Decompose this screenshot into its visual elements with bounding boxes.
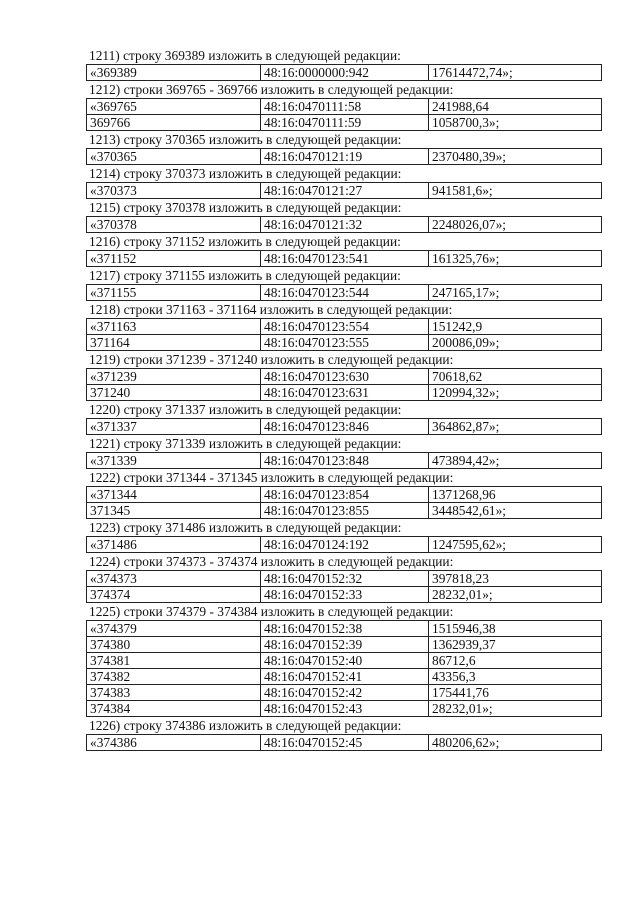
row-number-cell: «374379 bbox=[87, 621, 261, 637]
table-row bbox=[87, 335, 602, 351]
cadastral-number-cell: 48:16:0470123:544 bbox=[261, 285, 429, 301]
table-row bbox=[87, 183, 602, 199]
row-number-cell: 374381 bbox=[87, 653, 261, 669]
row-number-cell: «371486 bbox=[87, 537, 261, 553]
value-cell: 3448542,61»; bbox=[429, 503, 602, 519]
section-heading: 1213) строку 370365 изложить в следующей редакции: bbox=[89, 132, 402, 147]
table-row bbox=[87, 419, 602, 435]
cadastral-number-cell: 48:16:0470123:554 bbox=[261, 319, 429, 335]
table-row bbox=[87, 99, 602, 115]
value-cell: 2248026,07»; bbox=[429, 217, 602, 233]
value-cell: 43356,3 bbox=[429, 669, 602, 685]
table-row bbox=[87, 65, 602, 81]
value-cell: 1058700,3»; bbox=[429, 115, 602, 131]
row-number-cell: 371164 bbox=[87, 335, 261, 351]
section-heading: 1216) строку 371152 изложить в следующей редакции: bbox=[89, 234, 401, 249]
section-table bbox=[86, 284, 602, 301]
row-number-cell: 374374 bbox=[87, 587, 261, 603]
cadastral-number-cell: 48:16:0470123:555 bbox=[261, 335, 429, 351]
value-cell: 161325,76»; bbox=[429, 251, 602, 267]
section-heading: 1221) строку 371339 изложить в следующей редакции: bbox=[89, 436, 402, 451]
section-table bbox=[86, 452, 602, 469]
cadastral-number-cell: 48:16:0470111:58 bbox=[261, 99, 429, 115]
row-number-cell: 374383 bbox=[87, 685, 261, 701]
row-number-cell: «371155 bbox=[87, 285, 261, 301]
cadastral-number-cell: 48:16:0470123:630 bbox=[261, 369, 429, 385]
table-row bbox=[87, 385, 602, 401]
row-number-cell: «369765 bbox=[87, 99, 261, 115]
cadastral-number-cell: 48:16:0470152:33 bbox=[261, 587, 429, 603]
section-table bbox=[86, 98, 602, 131]
row-number-cell: «370378 bbox=[87, 217, 261, 233]
section-heading: 1215) строку 370378 изложить в следующей редакции: bbox=[89, 200, 402, 215]
value-cell: 28232,01»; bbox=[429, 701, 602, 717]
value-cell: 120994,32»; bbox=[429, 385, 602, 401]
section-table bbox=[86, 318, 602, 351]
section-table bbox=[86, 148, 602, 165]
row-number-cell: «371339 bbox=[87, 453, 261, 469]
cadastral-number-cell: 48:16:0470121:27 bbox=[261, 183, 429, 199]
table-row bbox=[87, 319, 602, 335]
cadastral-number-cell: 48:16:0470121:19 bbox=[261, 149, 429, 165]
section-heading: 1224) строки 374373 - 374374 изложить в следующей редакции: bbox=[89, 554, 454, 569]
document-page bbox=[86, 47, 601, 751]
table-row bbox=[87, 735, 602, 751]
table-row bbox=[87, 653, 602, 669]
cadastral-number-cell: 48:16:0000000:942 bbox=[261, 65, 429, 81]
table-row bbox=[87, 621, 602, 637]
section-heading: 1226) строку 374386 изложить в следующей редакции: bbox=[89, 718, 402, 733]
cadastral-number-cell: 48:16:0470123:631 bbox=[261, 385, 429, 401]
section-heading: 1211) строку 369389 изложить в следующей редакции: bbox=[89, 48, 401, 63]
cadastral-number-cell: 48:16:0470152:43 bbox=[261, 701, 429, 717]
section-heading: 1225) строки 374379 - 374384 изложить в следующей редакции: bbox=[89, 604, 454, 619]
cadastral-number-cell: 48:16:0470152:38 bbox=[261, 621, 429, 637]
row-number-cell: «369389 bbox=[87, 65, 261, 81]
table-row bbox=[87, 637, 602, 653]
value-cell: 364862,87»; bbox=[429, 419, 602, 435]
section-table bbox=[86, 182, 602, 199]
value-cell: 175441,76 bbox=[429, 685, 602, 701]
cadastral-number-cell: 48:16:0470123:855 bbox=[261, 503, 429, 519]
cadastral-number-cell: 48:16:0470152:41 bbox=[261, 669, 429, 685]
cadastral-number-cell: 48:16:0470123:846 bbox=[261, 419, 429, 435]
row-number-cell: «371344 bbox=[87, 487, 261, 503]
cadastral-number-cell: 48:16:0470111:59 bbox=[261, 115, 429, 131]
table-row bbox=[87, 685, 602, 701]
value-cell: 941581,6»; bbox=[429, 183, 602, 199]
value-cell: 1362939,37 bbox=[429, 637, 602, 653]
row-number-cell: 374380 bbox=[87, 637, 261, 653]
row-number-cell: «370365 bbox=[87, 149, 261, 165]
value-cell: 86712,6 bbox=[429, 653, 602, 669]
table-row bbox=[87, 251, 602, 267]
value-cell: 241988,64 bbox=[429, 99, 602, 115]
cadastral-number-cell: 48:16:0470152:32 bbox=[261, 571, 429, 587]
table-row bbox=[87, 149, 602, 165]
value-cell: 247165,17»; bbox=[429, 285, 602, 301]
table-row bbox=[87, 487, 602, 503]
row-number-cell: 374384 bbox=[87, 701, 261, 717]
row-number-cell: «371239 bbox=[87, 369, 261, 385]
value-cell: 17614472,74»; bbox=[429, 65, 602, 81]
row-number-cell: 374382 bbox=[87, 669, 261, 685]
section-heading: 1214) строку 370373 изложить в следующей редакции: bbox=[89, 166, 402, 181]
cadastral-number-cell: 48:16:0470123:854 bbox=[261, 487, 429, 503]
section-table bbox=[86, 216, 602, 233]
value-cell: 480206,62»; bbox=[429, 735, 602, 751]
section-heading: 1222) строки 371344 - 371345 изложить в следующей редакции: bbox=[89, 470, 454, 485]
cadastral-number-cell: 48:16:0470152:39 bbox=[261, 637, 429, 653]
cadastral-number-cell: 48:16:0470121:32 bbox=[261, 217, 429, 233]
section-heading: 1218) строки 371163 - 371164 изложить в следующей редакции: bbox=[89, 302, 453, 317]
row-number-cell: «374373 bbox=[87, 571, 261, 587]
table-row bbox=[87, 701, 602, 717]
table-row bbox=[87, 285, 602, 301]
table-row bbox=[87, 217, 602, 233]
section-heading: 1219) строки 371239 - 371240 изложить в следующей редакции: bbox=[89, 352, 454, 367]
section-table bbox=[86, 250, 602, 267]
table-row bbox=[87, 587, 602, 603]
value-cell: 1247595,62»; bbox=[429, 537, 602, 553]
value-cell: 200086,09»; bbox=[429, 335, 602, 351]
value-cell: 70618,62 bbox=[429, 369, 602, 385]
section-table bbox=[86, 570, 602, 603]
cadastral-number-cell: 48:16:0470124:192 bbox=[261, 537, 429, 553]
cadastral-number-cell: 48:16:0470152:45 bbox=[261, 735, 429, 751]
value-cell: 397818,23 bbox=[429, 571, 602, 587]
section-heading: 1212) строки 369765 - 369766 изложить в следующей редакции: bbox=[89, 82, 454, 97]
table-row bbox=[87, 115, 602, 131]
row-number-cell: «371337 bbox=[87, 419, 261, 435]
value-cell: 473894,42»; bbox=[429, 453, 602, 469]
section-table bbox=[86, 536, 602, 553]
section-table bbox=[86, 418, 602, 435]
table-row bbox=[87, 571, 602, 587]
value-cell: 151242,9 bbox=[429, 319, 602, 335]
row-number-cell: 369766 bbox=[87, 115, 261, 131]
table-row bbox=[87, 369, 602, 385]
value-cell: 1371268,96 bbox=[429, 487, 602, 503]
table-row bbox=[87, 669, 602, 685]
section-heading: 1217) строку 371155 изложить в следующей редакции: bbox=[89, 268, 401, 283]
table-row bbox=[87, 537, 602, 553]
row-number-cell: 371345 bbox=[87, 503, 261, 519]
cadastral-number-cell: 48:16:0470152:40 bbox=[261, 653, 429, 669]
cadastral-number-cell: 48:16:0470123:541 bbox=[261, 251, 429, 267]
row-number-cell: «370373 bbox=[87, 183, 261, 199]
value-cell: 28232,01»; bbox=[429, 587, 602, 603]
table-row bbox=[87, 453, 602, 469]
section-table bbox=[86, 368, 602, 401]
row-number-cell: 371240 bbox=[87, 385, 261, 401]
section-table bbox=[86, 486, 602, 519]
section-heading: 1223) строку 371486 изложить в следующей редакции: bbox=[89, 520, 402, 535]
value-cell: 2370480,39»; bbox=[429, 149, 602, 165]
section-table bbox=[86, 734, 602, 751]
section-heading: 1220) строку 371337 изложить в следующей редакции: bbox=[89, 402, 402, 417]
value-cell: 1515946,38 bbox=[429, 621, 602, 637]
row-number-cell: «371163 bbox=[87, 319, 261, 335]
cadastral-number-cell: 48:16:0470123:848 bbox=[261, 453, 429, 469]
row-number-cell: «374386 bbox=[87, 735, 261, 751]
section-table bbox=[86, 64, 602, 81]
section-table bbox=[86, 620, 602, 717]
row-number-cell: «371152 bbox=[87, 251, 261, 267]
table-row bbox=[87, 503, 602, 519]
cadastral-number-cell: 48:16:0470152:42 bbox=[261, 685, 429, 701]
